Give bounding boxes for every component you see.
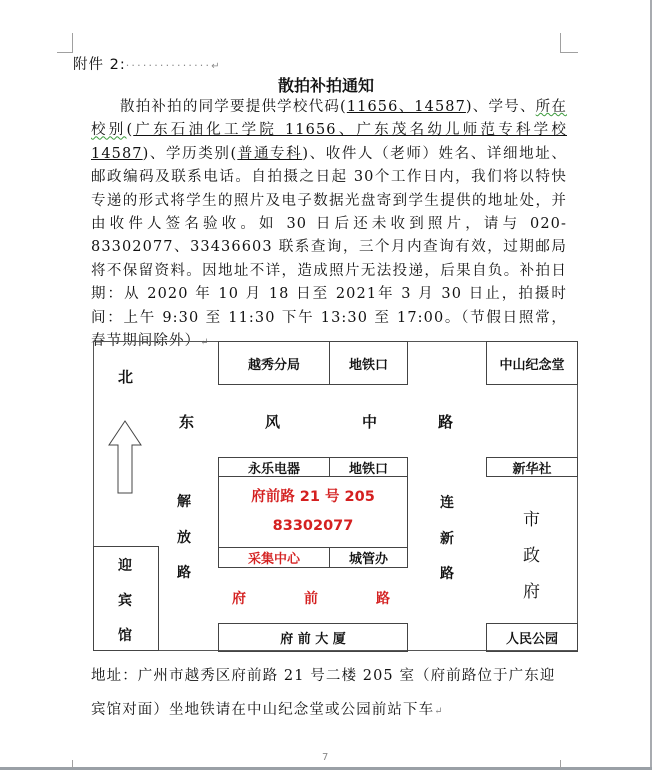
building-yuexiu-bureau: 越秀分局 [218,341,330,385]
building-metro-entrance-top: 地铁口 [329,341,408,385]
north-arrow-icon [108,420,142,494]
education-type: 普通专科 [237,145,303,162]
building-fuqian-tower: 府 前 大 厦 [218,623,408,652]
crop-mark-top-right-v [560,33,561,52]
road-jiefang-1: 解 [177,494,191,510]
city-hall-2: 政 [523,546,540,566]
road-jiefang-3: 路 [177,565,191,581]
page-number: 7 [322,752,329,763]
road-lianxin-2: 新 [440,531,454,547]
text-segment: ( [126,122,134,139]
map-right-border [577,341,578,651]
road-fuqian-1: 府 [232,591,246,607]
paragraph-mark-icon: ↵ [200,337,210,349]
crop-mark-top-left-v [72,33,73,52]
text-segment: )、学号、 [465,99,536,115]
center-address: 府前路 21 号 205 [251,489,375,505]
crop-mark-top-left-h [57,52,73,53]
notice-paragraph [91,96,567,354]
road-fuqian-3: 路 [376,591,390,607]
city-hall-3: 府 [523,582,540,602]
school-codes: 11656、14587 [346,99,466,115]
address-paragraph [91,659,571,729]
campus-term: 所在校别 [91,99,567,139]
guesthouse-3: 馆 [118,628,132,644]
text-segment: 散拍补拍的同学要提供学校代码( [120,99,347,115]
crop-mark-bottom-right [560,760,561,768]
crop-mark-top-right-h [560,52,578,53]
road-dongfeng-4: 路 [438,413,454,431]
paragraph-mark-icon: ↵ [211,61,221,72]
road-jiefang-2: 放 [177,530,191,546]
road-fuqian-2: 前 [304,591,318,607]
paragraph-mark-icon: ↵ [434,706,444,717]
attachment-label [73,53,221,74]
text-segment: )、学历类别( [142,145,238,162]
building-sun-yatsen-hall: 中山纪念堂 [486,341,578,385]
road-dongfeng-2: 风 [265,413,281,431]
guesthouse-1: 迎 [118,558,132,574]
page-title: 散拍补拍通知 [277,76,374,95]
building-peoples-park: 人民公园 [486,623,578,652]
north-label: 北 [118,368,134,386]
building-xinhua: 新华社 [486,457,578,477]
building-city-management: 城管办 [329,547,408,568]
road-dongfeng-1: 东 [179,413,195,431]
attachment-text: 附件 2: [73,57,126,73]
crop-mark-bottom-left [72,760,73,768]
attachment-dots: ··············· [125,59,212,72]
city-hall-1: 市 [523,510,540,530]
guesthouse-2: 宾 [118,593,132,609]
address-text: 地址：广州市越秀区府前路 21 号二楼 205 室（府前路位于广东迎宾馆对面）坐地铁请在中山纪念堂或公园前站下车 [91,668,556,718]
building-metro-entrance-mid: 地铁口 [329,457,408,477]
school-names: 广东石油化工学院 11656、广东茂名幼儿师范专科学校 14587 [91,122,567,162]
center-phone: 83302077 [272,518,354,534]
road-dongfeng-3: 中 [362,413,378,431]
road-lianxin-1: 连 [440,495,454,511]
building-yongle-electric: 永乐电器 [218,457,330,477]
text-segment: )、收件人（老师）姓名、详细地址、邮政编码及联系电话。自拍摄之日起 30个工作日内，我们将以特快专递的形式将学生的照片及电子数据光盘寄到学生提供的地址处，并由收件人签名验收。如 30 日后还未收到照片，请与 020-83302077、33436603 联系查询，三个月内查询有效，过期邮局将不保留资料。因地址不详，造成照片无法投递，后果自负。补拍日期：从 2020 年 10 月 18 日至 2021年 3 月 30 日止，拍摄时间：上午 9:30 至 11:30 下午 13:30 至 17:00。（节假日照常，春节期间除外） [91,145,568,350]
building-collection-center: 采集中心 [218,547,330,568]
road-lianxin-3: 路 [440,566,454,582]
